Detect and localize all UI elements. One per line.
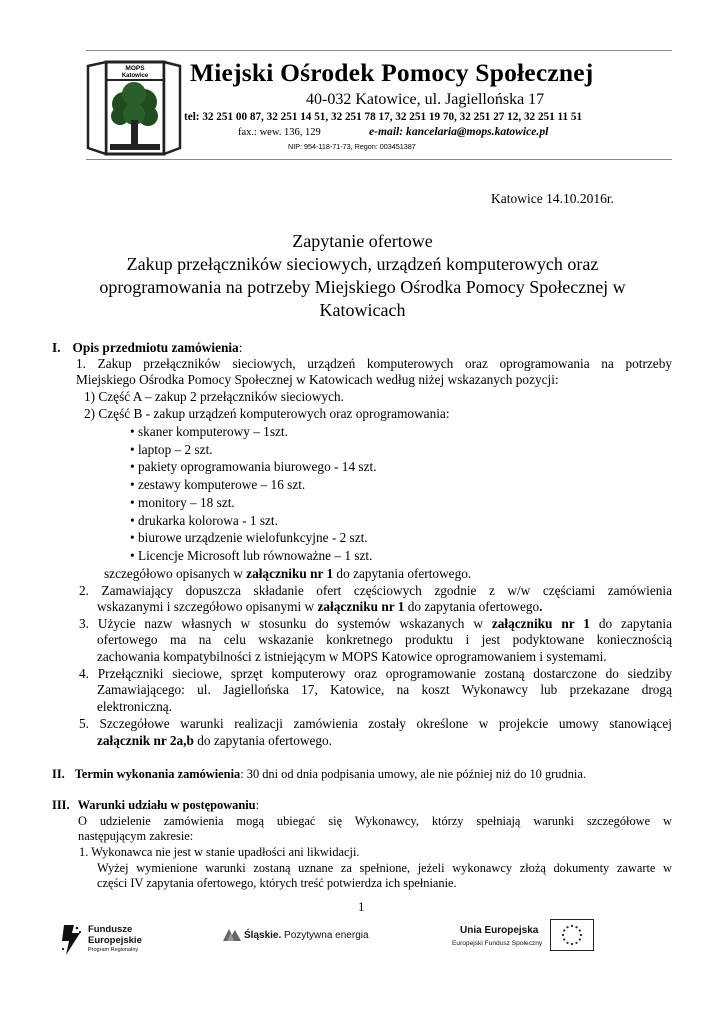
eu-label: Unia Europejska xyxy=(460,925,539,936)
logo-text-katowice: Katowice xyxy=(121,73,149,79)
attachment-link: załącznik nr 2a,b xyxy=(97,733,194,748)
eu-star xyxy=(571,943,573,945)
equipment-list-item-text: skaner komputerowy – 1szt. xyxy=(137,424,288,439)
section-title: Warunki udziału w postępowaniu xyxy=(77,798,256,812)
title-subject-line: Katowicach xyxy=(319,300,406,320)
equipment-list-item xyxy=(130,459,377,476)
letterhead-top-rule xyxy=(86,50,672,51)
slaskie-slogan xyxy=(244,930,369,941)
eu-fund-label: Europejski Fundusz Społeczny xyxy=(452,940,543,947)
eu-star xyxy=(562,934,564,936)
eu-star xyxy=(566,942,568,944)
eu-star xyxy=(563,929,565,931)
text-run: . xyxy=(539,599,543,614)
section-number: II. xyxy=(52,767,65,781)
paragraph-line: 1. Zakup przełączników sieciowych, urządzeń komputerowych oraz oprogramowania na potrzeby xyxy=(76,356,672,371)
text-run: wskazanymi i szczegółowo opisanymi w xyxy=(97,599,318,614)
bullet-marker: • xyxy=(130,530,138,546)
text-run: szczegółowo opisanych w xyxy=(104,566,247,581)
equipment-list-item xyxy=(130,548,372,565)
section-number: III. xyxy=(52,798,70,812)
section-title: Termin wykonania zamówienia xyxy=(74,767,241,781)
list-item-4-cont: Zamawiającego: ul. Jagiellońska 17, Katowice, na koszt Wykonawcy lub przekazane drogą xyxy=(97,682,672,697)
list-item-4: 4. Przełączniki sieciowe, sprzęt komputerowy oraz oprogramowanie zostaną dostarczone do siedziby xyxy=(79,666,672,681)
slaskie-icon xyxy=(222,927,242,943)
equipment-list-item-text: biurowe urządzenie wielofunkcyjne - 2 szt. xyxy=(137,530,368,546)
eu-star xyxy=(579,938,581,940)
eu-star xyxy=(580,934,582,936)
logo-text-mops: MOPS xyxy=(125,65,145,72)
list-item-5: 5. Szczegółowe warunki realizacji zamówienia zostały określone w projekcie umowy stanowiącej xyxy=(79,716,672,731)
title-subject-line: Zakup przełączników sieciowych, urządzeń komputerowych oraz xyxy=(126,254,599,274)
fe-label: Europejskie xyxy=(88,935,142,946)
org-address: 40-032 Katowice, ul. Jagiellońska 17 xyxy=(306,91,545,108)
condition-item-1: 1. Wykonawca nie jest w stanie upadłości ani likwidacji. xyxy=(79,845,360,859)
equipment-list-item-text: drukarka kolorowa - 1 szt. xyxy=(137,512,278,528)
heading-colon: : xyxy=(255,798,260,812)
list-item-3-cont: zachowania kompatybilności z istniejącym w MOPS Katowice oprogramowaniem i systemami. xyxy=(97,649,607,664)
attachment-link: załączniku nr 1 xyxy=(246,566,334,581)
mops-logo xyxy=(86,56,182,160)
part-a-item: 1) Część A – zakup 2 przełączników sieciowych. xyxy=(84,389,344,404)
attachment-reference xyxy=(104,566,471,583)
bullet-marker: • xyxy=(130,547,138,563)
condition-item-1-cont: Wyżej wymienione warunki zostaną uznane za spełnione, jeżeli wykonawcy złożą dokumenty zawarte w xyxy=(97,861,672,875)
text-run: do zapytania ofertowego xyxy=(404,599,540,614)
part-b-item: 2) Część B - zakup urządzeń komputerowych oraz oprogramowania: xyxy=(84,406,450,421)
list-item-5-cont xyxy=(97,733,332,750)
org-nip-regon: NIP: 954-118-71-73, Regon: 003451387 xyxy=(288,142,416,151)
paragraph-line: O udzielenie zamówienia mogą ubiegać się Wykonawcy, którzy spełniają warunki szczegółowe w xyxy=(78,814,672,828)
paragraph-line: następującym zakresie: xyxy=(78,829,194,843)
text-run: do zapytania ofertowego. xyxy=(193,733,332,748)
heading-colon: : xyxy=(238,340,243,355)
fe-program: Program Regionalny xyxy=(88,947,139,953)
bullet-marker: • xyxy=(130,512,138,528)
section-1-heading xyxy=(52,340,242,357)
document-date: Katowice 14.10.2016r. xyxy=(491,191,614,206)
equipment-list-item-text: Licencje Microsoft lub równoważne – 1 szt. xyxy=(137,547,373,563)
eu-star xyxy=(575,926,577,928)
list-item-2: 2. Zamawiający dopuszcza składanie ofert częściowych zgodnie z w/w częściami zamówienia xyxy=(79,583,672,598)
org-name: Miejski Ośrodek Pomocy Społecznej xyxy=(190,58,594,87)
fe-label: Fundusze xyxy=(88,924,133,935)
attachment-link: załączniku nr 1 xyxy=(491,616,590,631)
bullet-marker: • xyxy=(130,424,138,439)
equipment-list-item-text: laptop – 2 szt. xyxy=(137,441,213,457)
section-number: I. xyxy=(52,340,61,355)
org-phones: tel: 32 251 00 87, 32 251 14 51, 32 251 78 17, 32 251 19 70, 32 251 27 12, 32 251 11 51 xyxy=(184,111,583,123)
section-title: Opis przedmiotu zamówienia xyxy=(72,340,239,355)
page-number: 1 xyxy=(358,899,365,914)
text-run: do zapytania ofertowego. xyxy=(333,566,472,581)
fundusze-europejskie-icon xyxy=(60,923,84,957)
bullet-marker: • xyxy=(130,477,138,493)
eu-flag-icon xyxy=(550,919,594,951)
equipment-list-item xyxy=(130,495,235,512)
eu-star xyxy=(571,925,573,927)
paragraph-line: Miejskiego Ośrodka Pomocy Społecznej w Katowicach według niżej wskazanych pozycji: xyxy=(76,372,559,387)
attachment-link: załączniku nr 1 xyxy=(317,599,405,614)
bullet-marker: • xyxy=(130,441,138,457)
text-run: 3. Użycie nazw własnych w stosunku do systemów wskazanych w xyxy=(79,616,492,631)
equipment-list-item-text: zestawy komputerowe – 16 szt. xyxy=(137,477,306,493)
eu-star xyxy=(563,938,565,940)
equipment-list-item-text: monitory – 18 szt. xyxy=(137,494,235,510)
text-run: do zapytania xyxy=(589,616,672,631)
list-item-3 xyxy=(79,616,672,633)
list-item-2-cont xyxy=(97,599,543,616)
org-email[interactable]: e-mail: kancelaria@mops.katowice.pl xyxy=(369,125,549,138)
equipment-list-item xyxy=(130,424,288,441)
section-2-heading xyxy=(52,767,586,783)
condition-item-1-cont: części IV zapytania ofertowego, których treść potwierdza ich spełnianie. xyxy=(97,876,457,890)
equipment-list-item xyxy=(130,442,213,459)
bullet-marker: • xyxy=(130,459,138,475)
section-3-heading xyxy=(52,798,259,814)
equipment-list-item xyxy=(130,530,368,547)
bullet-marker: • xyxy=(130,494,138,510)
equipment-list-item-text: pakiety oprogramowania biurowego - 14 szt. xyxy=(137,459,377,475)
org-fax: fax.: wew. 136, 129 xyxy=(238,127,321,138)
equipment-list-item xyxy=(130,513,278,530)
document-title: Zapytanie ofertowe xyxy=(292,231,433,251)
footer-logos xyxy=(0,915,725,975)
list-item-4-cont: elektroniczną. xyxy=(97,699,172,714)
list-item-3-cont: ofertowego ma na celu wskazanie konkretnego produktu i jest podyktowane koniecznością xyxy=(97,632,672,647)
slaskie-rest: Pozytywna energia xyxy=(281,930,369,941)
eu-star xyxy=(575,942,577,944)
title-subject-line: oprogramowania na potrzeby Miejskiego Ośrodka Pomocy Społecznej w xyxy=(99,277,626,297)
section-2-text: : 30 dni od dnia podpisania umowy, ale nie później niż do 10 grudnia. xyxy=(240,767,586,781)
slaskie-name: Śląskie. xyxy=(244,930,282,941)
eu-star xyxy=(566,926,568,928)
eu-star xyxy=(579,929,581,931)
equipment-list-item xyxy=(130,477,305,494)
letterhead xyxy=(86,50,672,160)
